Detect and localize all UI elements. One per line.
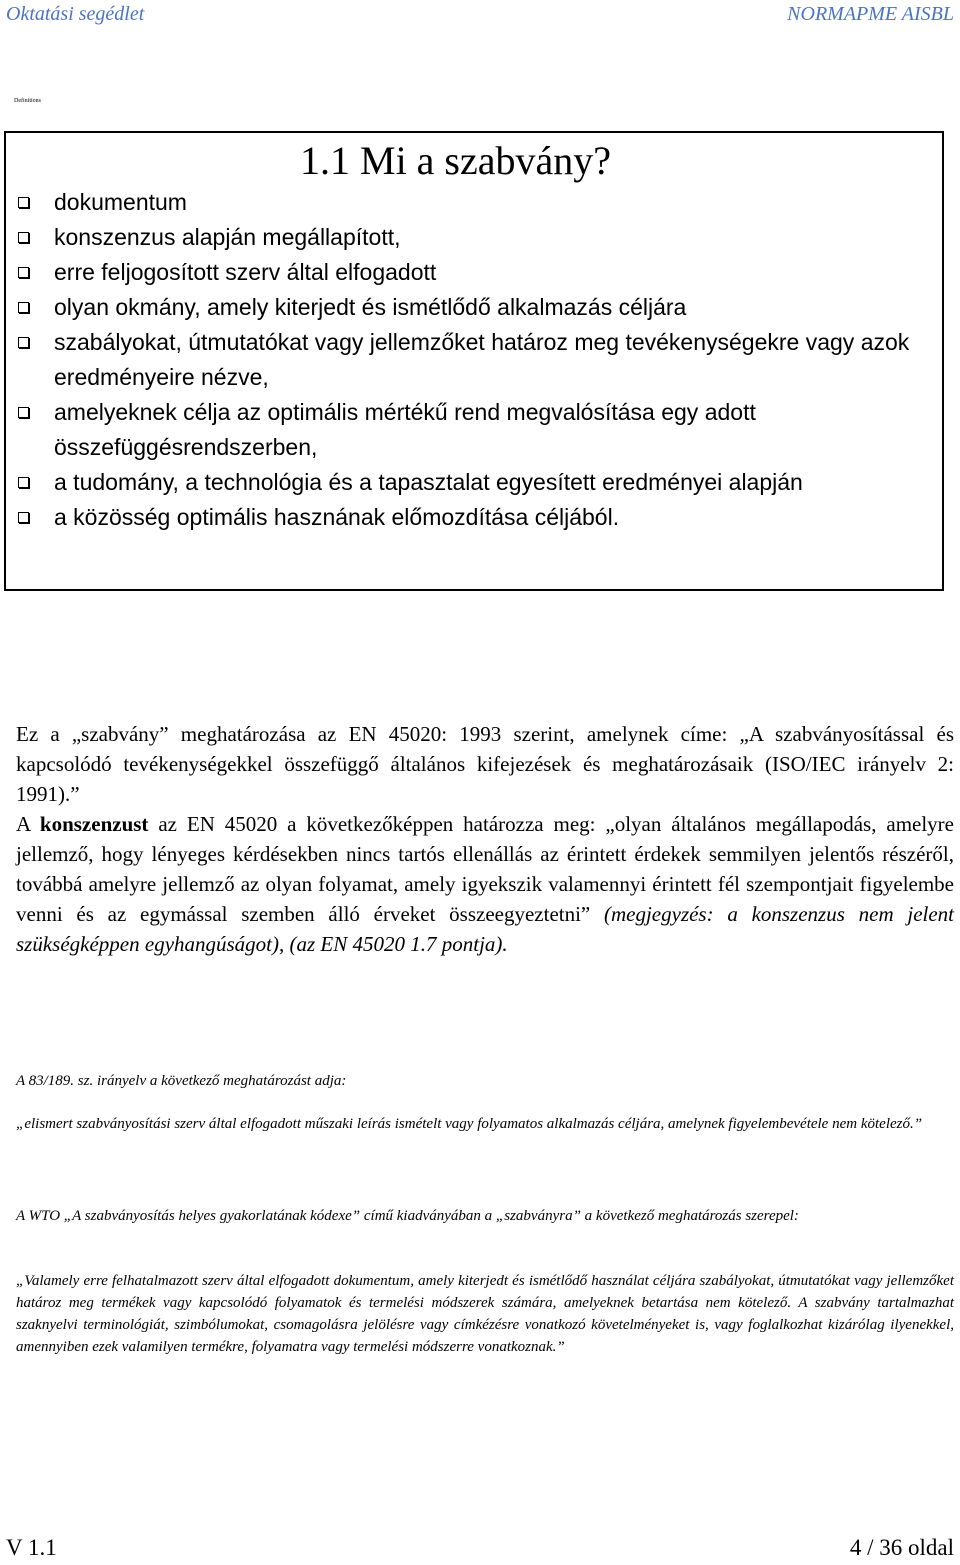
consensus-term: konszenzust [39,812,149,836]
checkbox-bullet-icon [18,267,29,278]
definition-item [18,185,928,220]
definition-item [18,290,928,325]
en45020-paragraph: Ez a „szabvány” meghatározása az EN 45020: 1993 szerint, amelynek címe: „A szabványosítással és kapcsolódó tevékenységekkel összefüggő általános kifejezések és meghatározásaik (ISO/IEC irányelv 2: 1991).” [16,722,954,806]
checkbox-bullet-icon [18,197,29,208]
consensus-prefix: A [16,812,40,836]
definition-item [18,220,928,255]
checkbox-bullet-icon [18,337,29,348]
consensus-paragraph [16,809,954,959]
definition-item-text: amelyeknek célja az optimális mértékű rend megvalósítása egy adott összefüggésrendszerben, [54,399,756,460]
definition-item [18,465,928,500]
definition-item [18,325,928,395]
footer-page-number: 4 / 36 oldal [849,1535,954,1560]
definition-item-text: olyan okmány, amely kiterjedt és ismétlődő alkalmazás céljára [54,294,687,320]
consensus-definition: az EN 45020 a következőképpen határozza meg: „olyan általános megállapodás, amelyre jellemző, hogy lényeges kérdésekben nincs tartós ellenállás az érintett érdekek semmilyen jelentős részéről, továbbá amelyre jellemző az olyan folyamat, amely igyekszik valamennyi érintett fél szempontjait figyelembe venni és az egymással szemben álló érveket összeegyeztetni” [16,812,954,926]
definition-item [18,255,928,290]
section-title: 1.1 Mi a szabvány? [300,138,612,183]
directive-quote: „elismert szabványosítási szerv által elfogadott műszaki leírás ismételt vagy folyamatos alkalmazás céljára, amelynek figyelembevétele nem kötelező.” [16,1116,923,1132]
section-tag: Definitions [14,98,41,104]
definition-item [18,395,928,465]
wto-intro: A WTO „A szabványosítás helyes gyakorlatának kódexe” című kiadványában a „szabványra” a következő meghatározás szerepel: [16,1208,799,1224]
consensus-note: (megjegyzés: a konszenzus nem jelent szükségképpen egyhangúságot), (az EN 45020 1.7 pontja). [16,902,954,956]
header-right-title: NORMAPME AISBL [787,3,954,25]
checkbox-bullet-icon [18,302,29,313]
definition-item-text: a közösség optimális hasznának előmozdítása céljából. [54,504,620,530]
definition-item [18,500,928,535]
definition-item-text: a tudomány, a technológia és a tapasztalat egyesített eredményei alapján [54,469,803,495]
wto-quote: „Valamely erre felhatalmazott szerv által elfogadott dokumentum, amely kiterjedt és ismétlődő használat céljára szabályokat, útmutatókat vagy jellemzőket határoz meg termékek vagy kapcsolódó folyamatok és termelési módszerek számára, amelyeknek betartása nem kötelező. A szabvány tartalmazhat szaknyelvi terminológiát, szimbólumokat, csomagolásra jelölésre vagy címkézésre vonatkozó követelményeket is, vagy foglalkozhat kizárólag ilyenekkel, amennyiben ezek valamilyen termékre, folyamatra vagy termelési módszerre vonatkoznak.” [16,1273,954,1355]
definition-item-text: konszenzus alapján megállapított, [54,224,401,250]
footer-version: V 1.1 [6,1535,57,1560]
header-left-title: Oktatási segédlet [6,3,145,25]
checkbox-bullet-icon [18,232,29,243]
checkbox-bullet-icon [18,512,29,523]
definition-list [18,185,928,535]
checkbox-bullet-icon [18,477,29,488]
definition-item-text: erre feljogosított szerv által elfogadott [54,259,437,285]
main-body-text [16,719,954,959]
checkbox-bullet-icon [18,407,29,418]
definition-item-text: szabályokat, útmutatókat vagy jellemzőket határoz meg tevékenységekre vagy azok eredményeire nézve, [54,329,910,390]
directive-intro: A 83/189. sz. irányelv a következő meghatározást adja: [16,1073,347,1089]
definition-item-text: dokumentum [54,189,187,215]
